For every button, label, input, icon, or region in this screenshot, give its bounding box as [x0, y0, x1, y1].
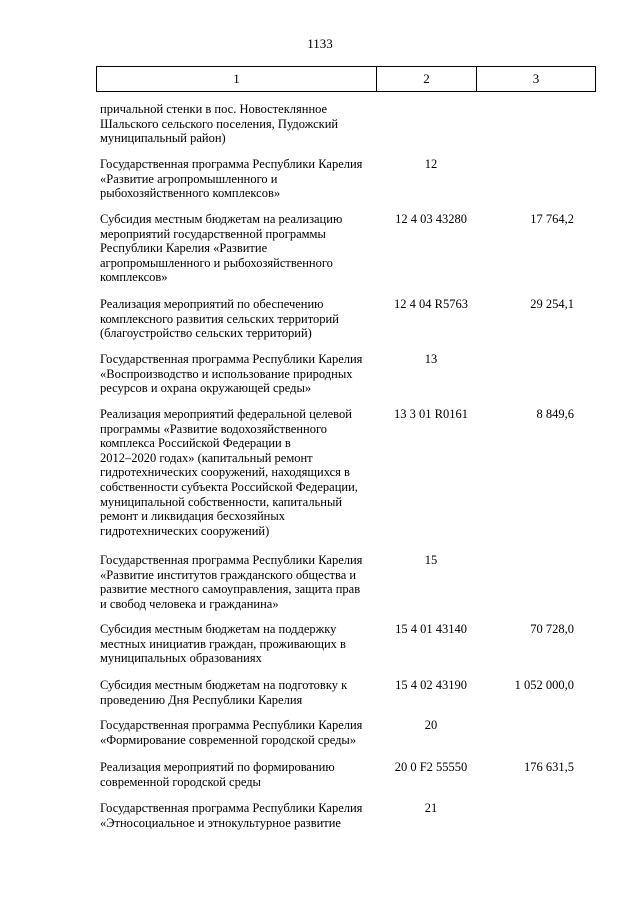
table-header — [96, 66, 596, 92]
description-line: Шальского сельского поселения, Пудожский — [100, 116, 339, 131]
row-description — [100, 212, 372, 285]
description-line: Государственная программа Республики Карелия — [100, 157, 363, 171]
description-line: комплексного развития сельских территорий — [100, 311, 339, 326]
row-description — [100, 407, 372, 538]
row-code: 15 4 01 43140 — [395, 622, 467, 636]
row-description — [100, 157, 372, 201]
description-line: развитие местного самоуправления, защита прав — [100, 582, 361, 597]
row-description — [100, 352, 372, 396]
row-amount: 70 728,0 — [530, 622, 574, 636]
description-line: Субсидия местным бюджетам на реализацию — [100, 212, 343, 226]
row-description — [100, 297, 372, 341]
description-line: Республики Карелия «Развитие — [100, 241, 268, 256]
row-code: 13 3 01 R0161 — [394, 407, 468, 421]
description-line: комплексов» — [100, 270, 168, 285]
description-line: «Формирование современной городской среды» — [100, 732, 357, 747]
description-line: комплекса Российской Федерации в — [100, 436, 291, 451]
row-description — [100, 622, 372, 666]
description-line: Субсидия местным бюджетам на поддержку — [100, 622, 337, 636]
description-line: проведению Дня Республики Карелия — [100, 692, 303, 707]
row-code: 21 — [424, 801, 438, 815]
row-description — [100, 760, 372, 789]
row-description — [100, 102, 372, 146]
row-description — [100, 801, 372, 830]
description-line: «Развитие агропромышленного и — [100, 171, 278, 186]
row-code: 15 4 02 43190 — [395, 678, 467, 692]
row-code: 12 — [424, 157, 438, 171]
description-line: ремонт и ликвидация бесхозяйных — [100, 509, 285, 524]
description-line: Реализация мероприятий по обеспечению — [100, 297, 324, 311]
description-line: местных инициатив граждан, проживающих в — [100, 636, 346, 651]
description-line: (благоустройство сельских территорий) — [100, 326, 312, 341]
row-description — [100, 553, 372, 611]
row-code: 12 4 04 R5763 — [394, 297, 468, 311]
row-description — [100, 718, 372, 747]
description-line: рыбохозяйственного комплексов» — [100, 186, 281, 201]
row-code: 13 — [424, 352, 438, 366]
row-amount: 29 254,1 — [530, 297, 574, 311]
description-line: и свобод человека и гражданина» — [100, 596, 279, 611]
row-code: 15 — [424, 553, 438, 567]
description-line: программы «Развитие водохозяйственного — [100, 421, 328, 436]
description-line: Реализация мероприятий федеральной целевой — [100, 407, 352, 421]
column-header-1: 1 — [97, 67, 377, 91]
row-code: 20 0 F2 55550 — [394, 760, 468, 774]
description-line: Субсидия местным бюджетам на подготовку к — [100, 678, 348, 692]
description-line: мероприятий государственной программы — [100, 226, 326, 241]
description-line: Реализация мероприятий по формированию — [100, 760, 335, 774]
description-line: муниципальный район) — [100, 131, 226, 146]
row-code: 12 4 03 43280 — [395, 212, 467, 226]
description-line: муниципальной собственности, капитальный — [100, 494, 343, 509]
description-line: «Этносоциальное и этнокультурное развитие — [100, 815, 341, 830]
description-line: муниципальных образованиях — [100, 651, 262, 666]
column-header-2: 2 — [377, 67, 477, 91]
row-amount: 1 052 000,0 — [514, 678, 574, 692]
description-line: гидротехнических сооружений, находящихся в — [100, 465, 350, 480]
description-line: «Воспроизводство и использование природных — [100, 366, 353, 381]
description-line: 2012–2020 годах» (капитальный ремонт — [100, 450, 313, 465]
row-code: 20 — [424, 718, 438, 732]
description-line: ресурсов и охрана окружающей среды» — [100, 381, 312, 396]
description-line: собственности субъекта Российской Федерации, — [100, 479, 358, 494]
description-line: Государственная программа Республики Карелия — [100, 553, 363, 567]
row-description — [100, 678, 372, 707]
page-number: 1133 — [307, 36, 333, 51]
description-line: причальной стенки в пос. Новостеклянное — [100, 102, 328, 116]
description-line: современной городской среды — [100, 774, 261, 789]
column-header-3: 3 — [532, 71, 540, 86]
description-line: «Развитие институтов гражданского общества и — [100, 567, 357, 582]
row-amount: 176 631,5 — [524, 760, 574, 774]
description-line: Государственная программа Республики Карелия — [100, 352, 363, 366]
row-amount: 8 849,6 — [536, 407, 574, 421]
description-line: агропромышленного и рыбохозяйственного — [100, 255, 333, 270]
description-line: Государственная программа Республики Карелия — [100, 718, 363, 732]
row-amount: 17 764,2 — [530, 212, 574, 226]
description-line: Государственная программа Республики Карелия — [100, 801, 363, 815]
description-line: гидротехнических сооружений) — [100, 523, 270, 538]
